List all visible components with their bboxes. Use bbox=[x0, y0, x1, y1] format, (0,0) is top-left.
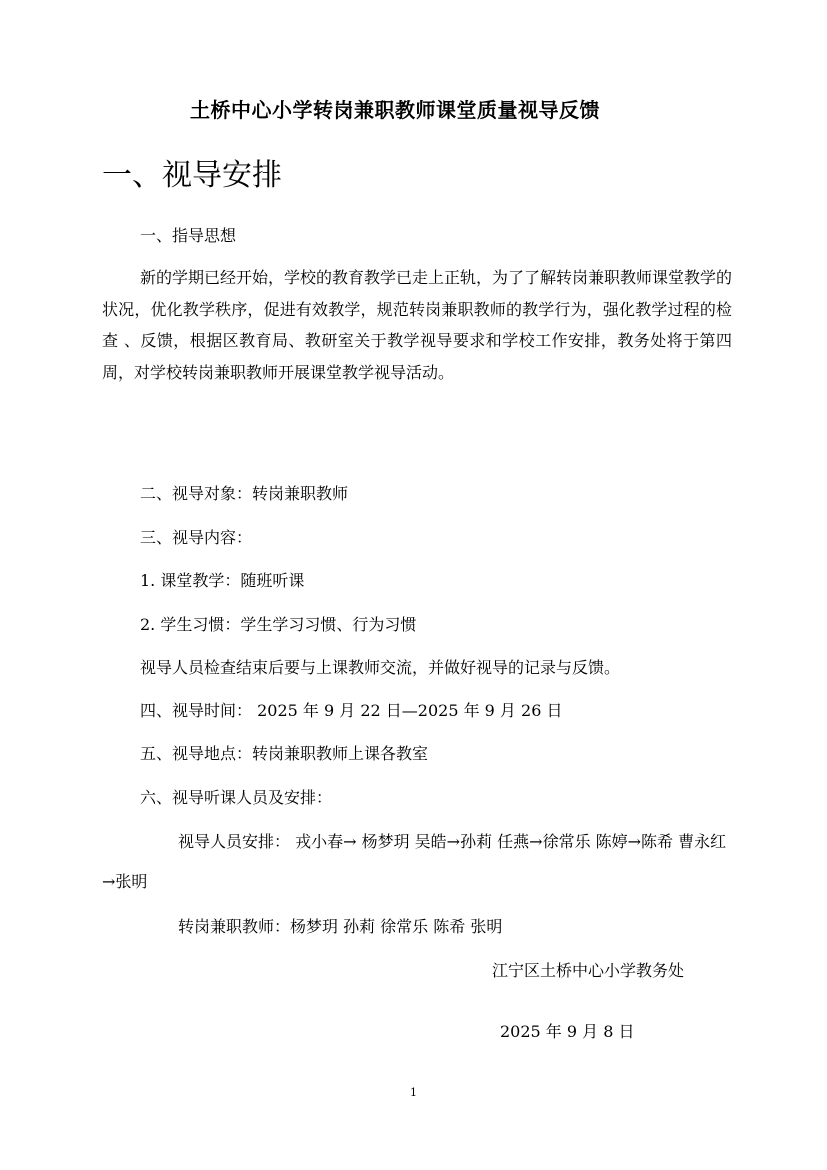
staff-arrangement: 视导人员安排： 戎小春→ 杨梦玥 吴皓→孙莉 任燕→徐常乐 陈婷→陈希 曹永红→张明 bbox=[102, 832, 727, 891]
transfer-teachers: 转岗兼职教师：杨梦玥 孙莉 徐常乐 陈希 张明 bbox=[178, 917, 503, 936]
content-note: 视导人员检查结束后要与上课教师交流，并做好视导的记录与反馈。 bbox=[140, 658, 621, 677]
time-line: 四、视导时间： 2025 年 9 月 22 日—2025 年 9 月 26 日 bbox=[140, 701, 563, 720]
content-item-2: 2. 学生习惯：学生学习习惯、行为习惯 bbox=[140, 615, 417, 634]
guiding-heading: 一、指导思想 bbox=[140, 226, 237, 245]
section-heading: 一、视导安排 bbox=[102, 158, 282, 193]
issue-date: 2025 年 9 月 8 日 bbox=[500, 1022, 635, 1041]
content-heading: 三、视导内容： bbox=[140, 528, 253, 547]
location-line: 五、视导地点：转岗兼职教师上课各教室 bbox=[140, 744, 429, 763]
page-number: 1 bbox=[410, 1086, 417, 1099]
document-title: 土桥中心小学转岗兼职教师课堂质量视导反馈 bbox=[190, 98, 600, 122]
staff-heading: 六、视导听课人员及安排： bbox=[140, 788, 333, 807]
target-line: 二、视导对象：转岗兼职教师 bbox=[140, 484, 349, 503]
issuer: 江宁区土桥中心小学教务处 bbox=[492, 961, 685, 980]
content-item-1: 1. 课堂教学：随班听课 bbox=[140, 571, 305, 590]
guiding-body: 新的学期已经开始，学校的教育教学已走上正轨，为了了解转岗兼职教师课堂教学的状况，优化教学秩序，促进有效教学，规范转岗兼职教师的教学行为，强化教学过程的检查 、反馈，根据区教育局、教研室关于教学视导要求和学校工作安排，教务处将于第四周，对学校转岗兼职教师开展课堂教学视导活动。 bbox=[102, 268, 733, 382]
